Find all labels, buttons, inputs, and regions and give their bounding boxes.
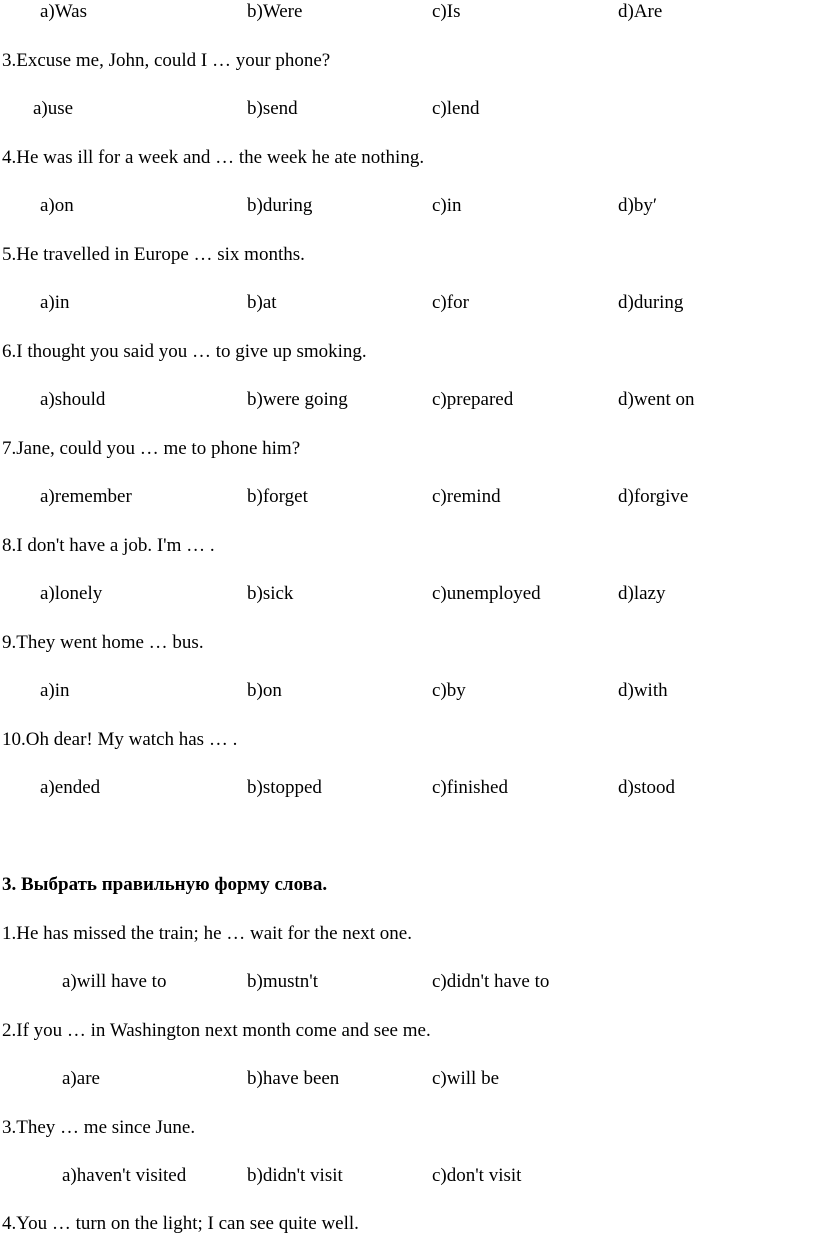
question-text: 3.They … me since June. (2, 1117, 196, 1138)
option-row (0, 773, 816, 803)
question (0, 240, 816, 270)
option: b)Were (247, 1, 303, 22)
option: c)don't visit (432, 1165, 522, 1186)
option-row (0, 0, 816, 27)
option: a)should (40, 389, 106, 410)
question-text: 6.I thought you said you … to give up smoking. (2, 341, 367, 362)
option: b)didn't visit (247, 1165, 343, 1186)
option: c)unemployed (432, 583, 541, 604)
option-row (0, 1064, 816, 1094)
option: c)in (432, 195, 462, 216)
option: b)stopped (247, 777, 322, 798)
question-text: 4.You … turn on the light; I can see quite well. (2, 1213, 359, 1234)
option: c)prepared (432, 389, 514, 410)
question-text: 9.They went home … bus. (2, 632, 204, 653)
question (0, 1113, 816, 1143)
question-text: 10.Oh dear! My watch has … . (2, 729, 238, 750)
option: c)remind (432, 486, 501, 507)
option-row (0, 482, 816, 512)
option: a)Was (40, 1, 87, 22)
option: a)ended (40, 777, 101, 798)
question (0, 1016, 816, 1046)
question-text: 2.If you … in Washington next month come and see me. (2, 1020, 431, 1041)
section-title: 3. Выбрать правильную форму слова. (2, 874, 328, 895)
question (0, 919, 816, 949)
question (0, 46, 816, 76)
option: b)at (247, 292, 277, 313)
option: c)lend (432, 98, 480, 119)
option-row (0, 676, 816, 706)
option: c)finished (432, 777, 508, 798)
question-text: 1.He has missed the train; he … wait for the next one. (2, 923, 412, 944)
option: a)remember (40, 486, 132, 507)
option: c)didn't have to (432, 971, 550, 992)
option: c)by (432, 680, 466, 701)
option-row (0, 385, 816, 415)
option: a)are (62, 1068, 100, 1089)
option: d)by′ (618, 195, 657, 216)
option: c)Is (432, 1, 461, 22)
option: a)will have to (62, 971, 167, 992)
question (0, 628, 816, 658)
option: d)Are (618, 1, 663, 22)
option-row (0, 967, 816, 997)
option: a)on (40, 195, 74, 216)
question-text: 7.Jane, could you … me to phone him? (2, 438, 301, 459)
question-text: 8.I don't have a job. I'm … . (2, 535, 215, 556)
option: d)during (618, 292, 684, 313)
option: c)will be (432, 1068, 500, 1089)
option: a)use (33, 98, 74, 119)
option-row (0, 579, 816, 609)
option: b)have been (247, 1068, 340, 1089)
option: d)forgive (618, 486, 689, 507)
option-row (0, 1161, 816, 1191)
option-row (0, 288, 816, 318)
option: b)mustn't (247, 971, 318, 992)
question (0, 725, 816, 755)
option: a)lonely (40, 583, 103, 604)
question-text: 5.He travelled in Europe … six months. (2, 244, 305, 265)
option: a)haven't visited (62, 1165, 187, 1186)
option: b)were going (247, 389, 348, 410)
option: a)in (40, 292, 70, 313)
question (0, 143, 816, 173)
option: d)stood (618, 777, 675, 798)
option: b)on (247, 680, 282, 701)
section-heading (0, 870, 816, 900)
option: a)in (40, 680, 70, 701)
question (0, 531, 816, 561)
option: d)with (618, 680, 668, 701)
option: d)lazy (618, 583, 666, 604)
option: c)for (432, 292, 469, 313)
option: b)send (247, 98, 298, 119)
option: b)sick (247, 583, 294, 604)
option-row (0, 94, 816, 124)
option-row (0, 191, 816, 221)
option: b)during (247, 195, 313, 216)
option: b)forget (247, 486, 308, 507)
question (0, 434, 816, 464)
question-text: 3.Excuse me, John, could I … your phone? (2, 50, 331, 71)
question (0, 337, 816, 367)
option: d)went on (618, 389, 695, 410)
question (0, 1209, 816, 1239)
question-text: 4.He was ill for a week and … the week he ate nothing. (2, 147, 425, 168)
